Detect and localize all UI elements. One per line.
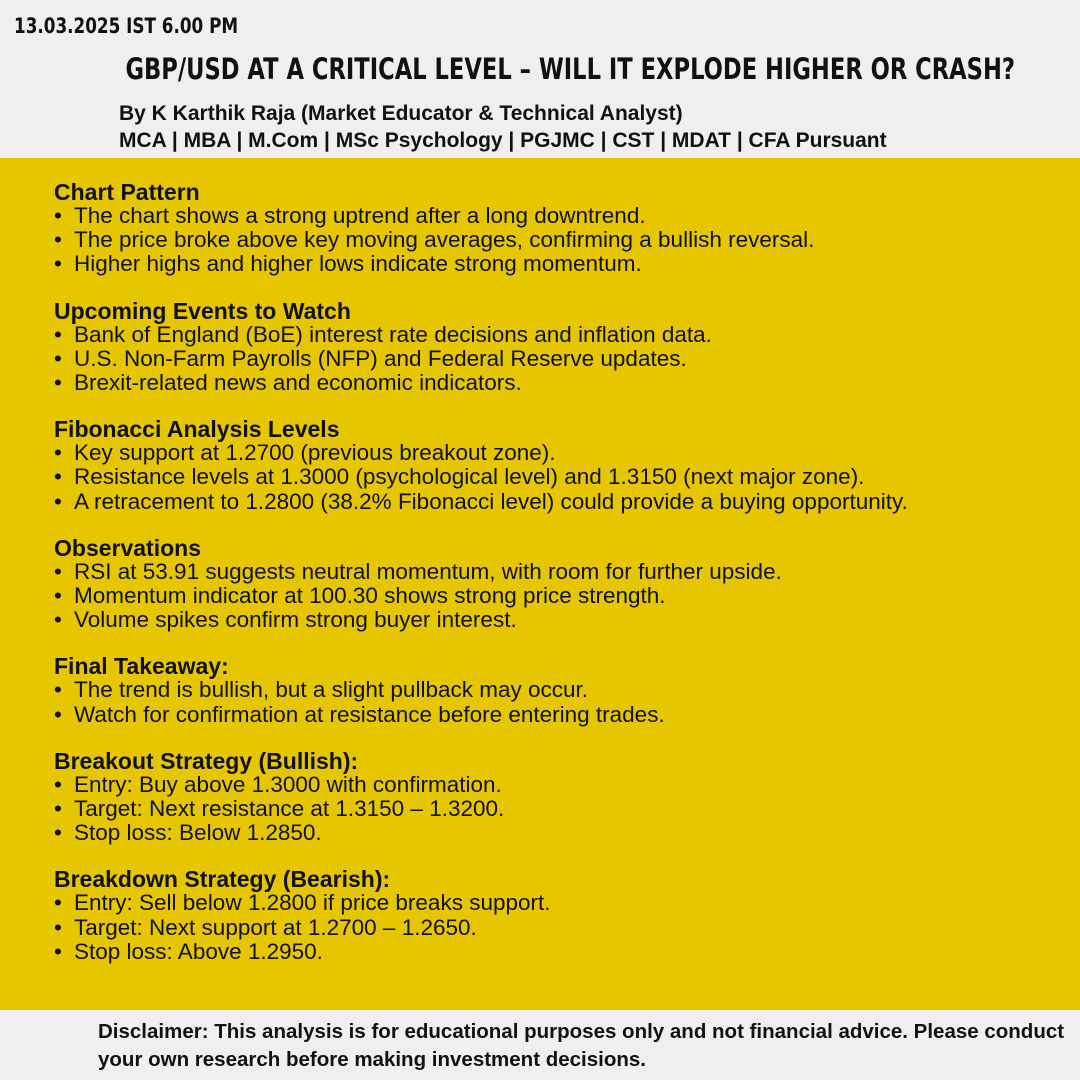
bullet-dot: • xyxy=(54,890,62,916)
list-item-text: Momentum indicator at 100.30 shows strong price strength. xyxy=(74,583,666,609)
list-item xyxy=(54,490,1054,514)
list-item-text: A retracement to 1.2800 (38.2% Fibonacci level) could provide a buying opportunity. xyxy=(74,488,908,514)
list-item xyxy=(54,252,1054,276)
list-item-text: U.S. Non-Farm Payrolls (NFP) and Federal Reserve updates. xyxy=(74,345,687,371)
section-heading: Breakdown Strategy (Bearish): xyxy=(54,866,391,893)
bullet-dot: • xyxy=(54,251,62,277)
list-item xyxy=(54,608,1054,632)
bullet-list xyxy=(54,773,1054,846)
list-item-text: Target: Next resistance at 1.3150 – 1.3200. xyxy=(74,796,505,822)
bullet-dot: • xyxy=(54,938,62,964)
list-item xyxy=(54,465,1054,489)
list-item-text: Key support at 1.2700 (previous breakout zone). xyxy=(74,440,556,466)
list-item-text: Bank of England (BoE) interest rate decisions and inflation data. xyxy=(74,321,712,347)
section-heading: Chart Pattern xyxy=(54,179,200,205)
list-item xyxy=(54,560,1054,584)
list-item-text: Entry: Buy above 1.3000 with confirmation. xyxy=(74,771,502,797)
list-item-text: The trend is bullish, but a slight pullback may occur. xyxy=(74,677,589,703)
list-item-text: Stop loss: Below 1.2850. xyxy=(74,820,322,846)
bullet-dot: • xyxy=(54,820,62,846)
section xyxy=(54,299,1054,396)
list-item xyxy=(54,891,1054,915)
list-item xyxy=(54,371,1054,395)
bullet-dot: • xyxy=(54,771,62,797)
bullet-dot: • xyxy=(54,796,62,822)
section-heading: Fibonacci Analysis Levels xyxy=(54,416,340,443)
list-item-text: Entry: Sell below 1.2800 if price breaks support. xyxy=(74,890,551,916)
list-item-text: Stop loss: Above 1.2950. xyxy=(74,938,323,964)
author-line: By K Karthik Raja (Market Educator & Technical Analyst) xyxy=(119,102,683,125)
credentials-line: MCA | MBA | M.Com | MSc Psychology | PGJMC | CST | MDAT | CFA Pursuant xyxy=(119,129,887,152)
footer xyxy=(0,1010,1080,1080)
section-heading: Observations xyxy=(54,534,201,561)
bullet-dot: • xyxy=(54,203,62,228)
list-item xyxy=(54,821,1054,845)
section xyxy=(54,536,1054,633)
list-item xyxy=(54,204,1054,228)
post-date: 13.03.2025 IST 6.00 PM xyxy=(14,14,239,38)
list-item-text: Brexit-related news and economic indicators. xyxy=(74,370,522,396)
bullet-dot: • xyxy=(54,440,62,466)
bullet-dot: • xyxy=(54,488,62,514)
analysis-panel xyxy=(0,158,1080,1010)
list-item xyxy=(54,678,1054,702)
list-item-text: The chart shows a strong uptrend after a long downtrend. xyxy=(74,203,646,228)
bullet-dot: • xyxy=(54,558,62,584)
list-item xyxy=(54,940,1054,964)
bullet-dot: • xyxy=(54,227,62,253)
list-item-text: Watch for confirmation at resistance before entering trades. xyxy=(74,701,665,727)
header xyxy=(0,0,1080,158)
section xyxy=(54,867,1054,964)
bullet-dot: • xyxy=(54,677,62,703)
bullet-list xyxy=(54,204,1054,277)
section xyxy=(54,749,1054,846)
bullet-list xyxy=(54,323,1054,396)
list-item xyxy=(54,797,1054,821)
section xyxy=(54,417,1054,514)
list-item xyxy=(54,703,1054,727)
bullet-list xyxy=(54,441,1054,514)
bullet-dot: • xyxy=(54,370,62,396)
section-heading: Final Takeaway: xyxy=(54,653,229,680)
list-item xyxy=(54,773,1054,797)
section xyxy=(54,180,1054,277)
page-title: GBP/USD AT A CRITICAL LEVEL – WILL IT EXPLODE HIGHER OR CRASH? xyxy=(125,52,1016,86)
bullet-dot: • xyxy=(54,607,62,633)
bullet-dot: • xyxy=(54,464,62,490)
list-item xyxy=(54,584,1054,608)
list-item-text: Resistance levels at 1.3000 (psychological level) and 1.3150 (next major zone). xyxy=(74,464,865,490)
bullet-dot: • xyxy=(54,701,62,727)
disclaimer: Disclaimer: This analysis is for educational purposes only and not financial advice. Please conduct your own research before making investment decisions. xyxy=(98,1020,1065,1071)
list-item xyxy=(54,228,1054,252)
bullet-list xyxy=(54,678,1054,726)
bullet-list xyxy=(54,891,1054,964)
page-title-wrap xyxy=(0,52,1080,86)
bullet-dot: • xyxy=(54,583,62,609)
section-heading: Upcoming Events to Watch xyxy=(54,297,351,324)
section-heading: Breakout Strategy (Bullish): xyxy=(54,747,359,774)
bullet-dot: • xyxy=(54,321,62,347)
byline xyxy=(119,100,887,154)
list-item xyxy=(54,347,1054,371)
bullet-dot: • xyxy=(54,914,62,940)
list-item xyxy=(54,441,1054,465)
section xyxy=(54,654,1054,726)
list-item-text: RSI at 53.91 suggests neutral momentum, with room for further upside. xyxy=(74,558,782,584)
list-item-text: The price broke above key moving averages, confirming a bullish reversal. xyxy=(74,227,815,253)
bullet-dot: • xyxy=(54,345,62,371)
list-item xyxy=(54,323,1054,347)
list-item xyxy=(54,916,1054,940)
analysis-sections xyxy=(54,180,1054,986)
list-item-text: Higher highs and higher lows indicate strong momentum. xyxy=(74,251,642,277)
list-item-text: Target: Next support at 1.2700 – 1.2650. xyxy=(74,914,477,940)
bullet-list xyxy=(54,560,1054,633)
list-item-text: Volume spikes confirm strong buyer interest. xyxy=(74,607,517,633)
